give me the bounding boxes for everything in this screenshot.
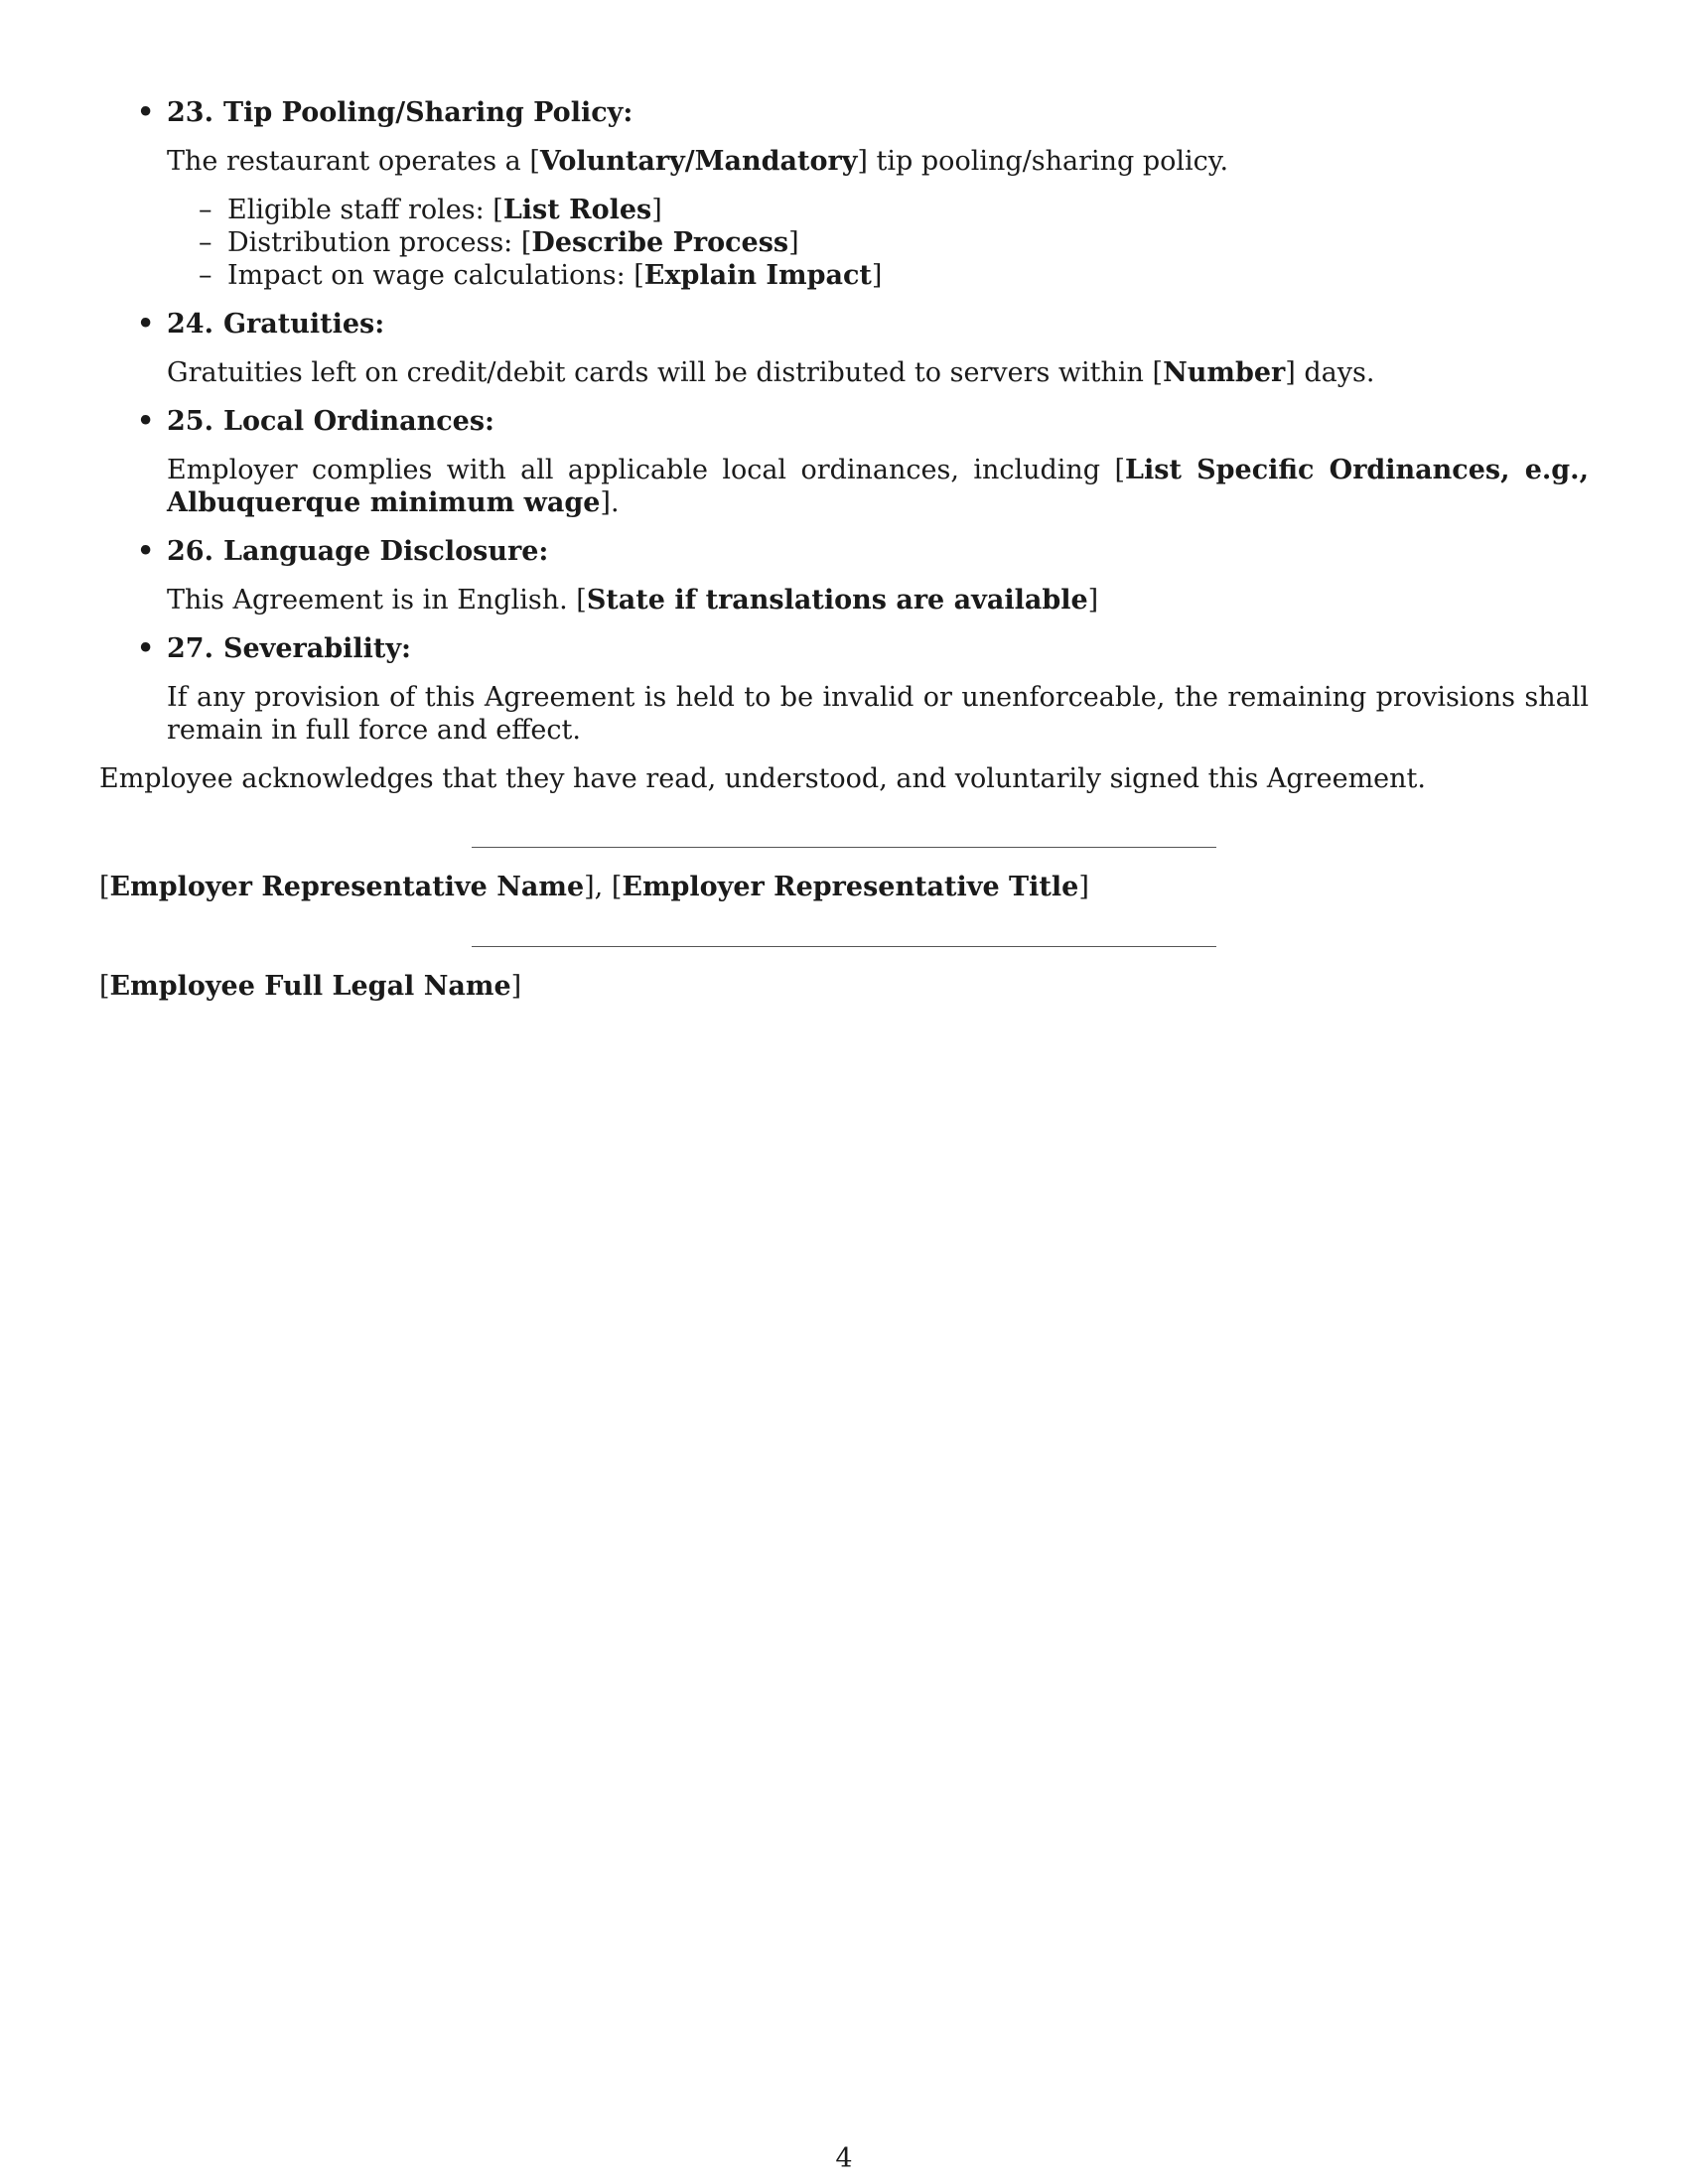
dash-icon: –: [199, 195, 212, 225]
body-text: The restaurant operates a: [167, 146, 530, 177]
acknowledgment-text: Employee acknowledges that they have read, understood, and voluntarily signed this Agreement.: [99, 763, 1426, 794]
section-heading: [167, 632, 1589, 665]
placeholder: Explain Impact: [643, 260, 872, 291]
dash-icon: –: [199, 260, 212, 291]
section-23: [99, 96, 1589, 292]
list-item: – Impact on wage calculations: [Explain Impact]: [199, 260, 883, 291]
bullet-icon: •: [137, 633, 155, 664]
item-label: Impact on wage calculations:: [227, 260, 634, 291]
section-27: [99, 632, 1589, 747]
section-title: Language Disclosure:: [222, 536, 549, 567]
bullet-icon: •: [137, 406, 155, 437]
dash-icon: –: [199, 227, 212, 258]
placeholder: State if translations are available: [586, 585, 1088, 615]
section-body: Gratuities left on credit/debit cards will be distributed to servers within [Number] days.: [167, 357, 1375, 388]
employee-signature-line: [472, 946, 1216, 947]
section-title: Tip Pooling/Sharing Policy:: [222, 97, 633, 128]
placeholder: Number: [1163, 357, 1286, 388]
section-24: [99, 308, 1589, 389]
section-number: 25.: [167, 406, 213, 437]
placeholder: List Roles: [502, 195, 652, 225]
body-text: tip pooling/sharing policy.: [867, 146, 1229, 177]
list-item: – Distribution process: [Describe Process]: [199, 227, 799, 258]
page-number: 4: [835, 2143, 853, 2174]
body-text: days.: [1295, 357, 1375, 388]
section-number: 24.: [167, 309, 213, 340]
bullet-icon: •: [137, 97, 155, 128]
body-text: .: [610, 487, 620, 518]
section-heading: [167, 308, 1589, 341]
section-number: 26.: [167, 536, 213, 567]
employer-signature-name: [Employer Representative Name], [Employer Representative Title]: [99, 872, 1089, 902]
bullet-icon: •: [137, 309, 155, 340]
section-list: [99, 96, 1589, 747]
section-title: Local Ordinances:: [222, 406, 494, 437]
section-title: Severability:: [222, 633, 412, 664]
section-heading: [167, 96, 1589, 129]
section-number: 27.: [167, 633, 213, 664]
item-label: Distribution process:: [227, 227, 521, 258]
body-text: This Agreement is in English.: [167, 585, 577, 615]
placeholder: Voluntary/Mandatory: [539, 146, 858, 177]
section-heading: [167, 405, 1589, 438]
placeholder: Employer Representative Title: [622, 872, 1079, 902]
section-number: 23.: [167, 97, 213, 128]
separator-text: ,: [594, 872, 612, 902]
document-page: [99, 96, 1589, 1002]
employer-signature-line: [472, 847, 1216, 848]
section-25: [99, 405, 1589, 519]
section-title: Gratuities:: [222, 309, 385, 340]
section-body: The restaurant operates a [Voluntary/Mandatory] tip pooling/sharing policy.: [167, 146, 1229, 177]
body-text: Gratuities left on credit/debit cards will be distributed to servers within: [167, 357, 1153, 388]
section-body: Employer complies with all applicable local ordinances, including [List Specific Ordinances, e.g., Albuquerque minimum wage].: [167, 455, 1589, 518]
placeholder: Describe Process: [531, 227, 789, 258]
employee-signature-name: [Employee Full Legal Name]: [99, 971, 522, 1002]
section-body: If any provision of this Agreement is held to be invalid or unenforceable, the remaining provisions shall remain in full force and effect.: [167, 682, 1589, 746]
list-item: – Eligible staff roles: [List Roles]: [199, 195, 662, 225]
placeholder: List Specific Ordinances, e.g., Albuquerque minimum wage: [167, 455, 1589, 518]
bullet-icon: •: [137, 536, 155, 567]
sub-list: [167, 194, 1589, 292]
body-text: Employer complies with all applicable local ordinances, including: [167, 455, 1115, 485]
section-heading: [167, 535, 1589, 568]
section-26: [99, 535, 1589, 616]
placeholder: Employee Full Legal Name: [109, 971, 511, 1002]
placeholder: Employer Representative Name: [109, 872, 585, 902]
item-label: Eligible staff roles:: [227, 195, 493, 225]
section-body: This Agreement is in English. [State if translations are available]: [167, 585, 1099, 615]
